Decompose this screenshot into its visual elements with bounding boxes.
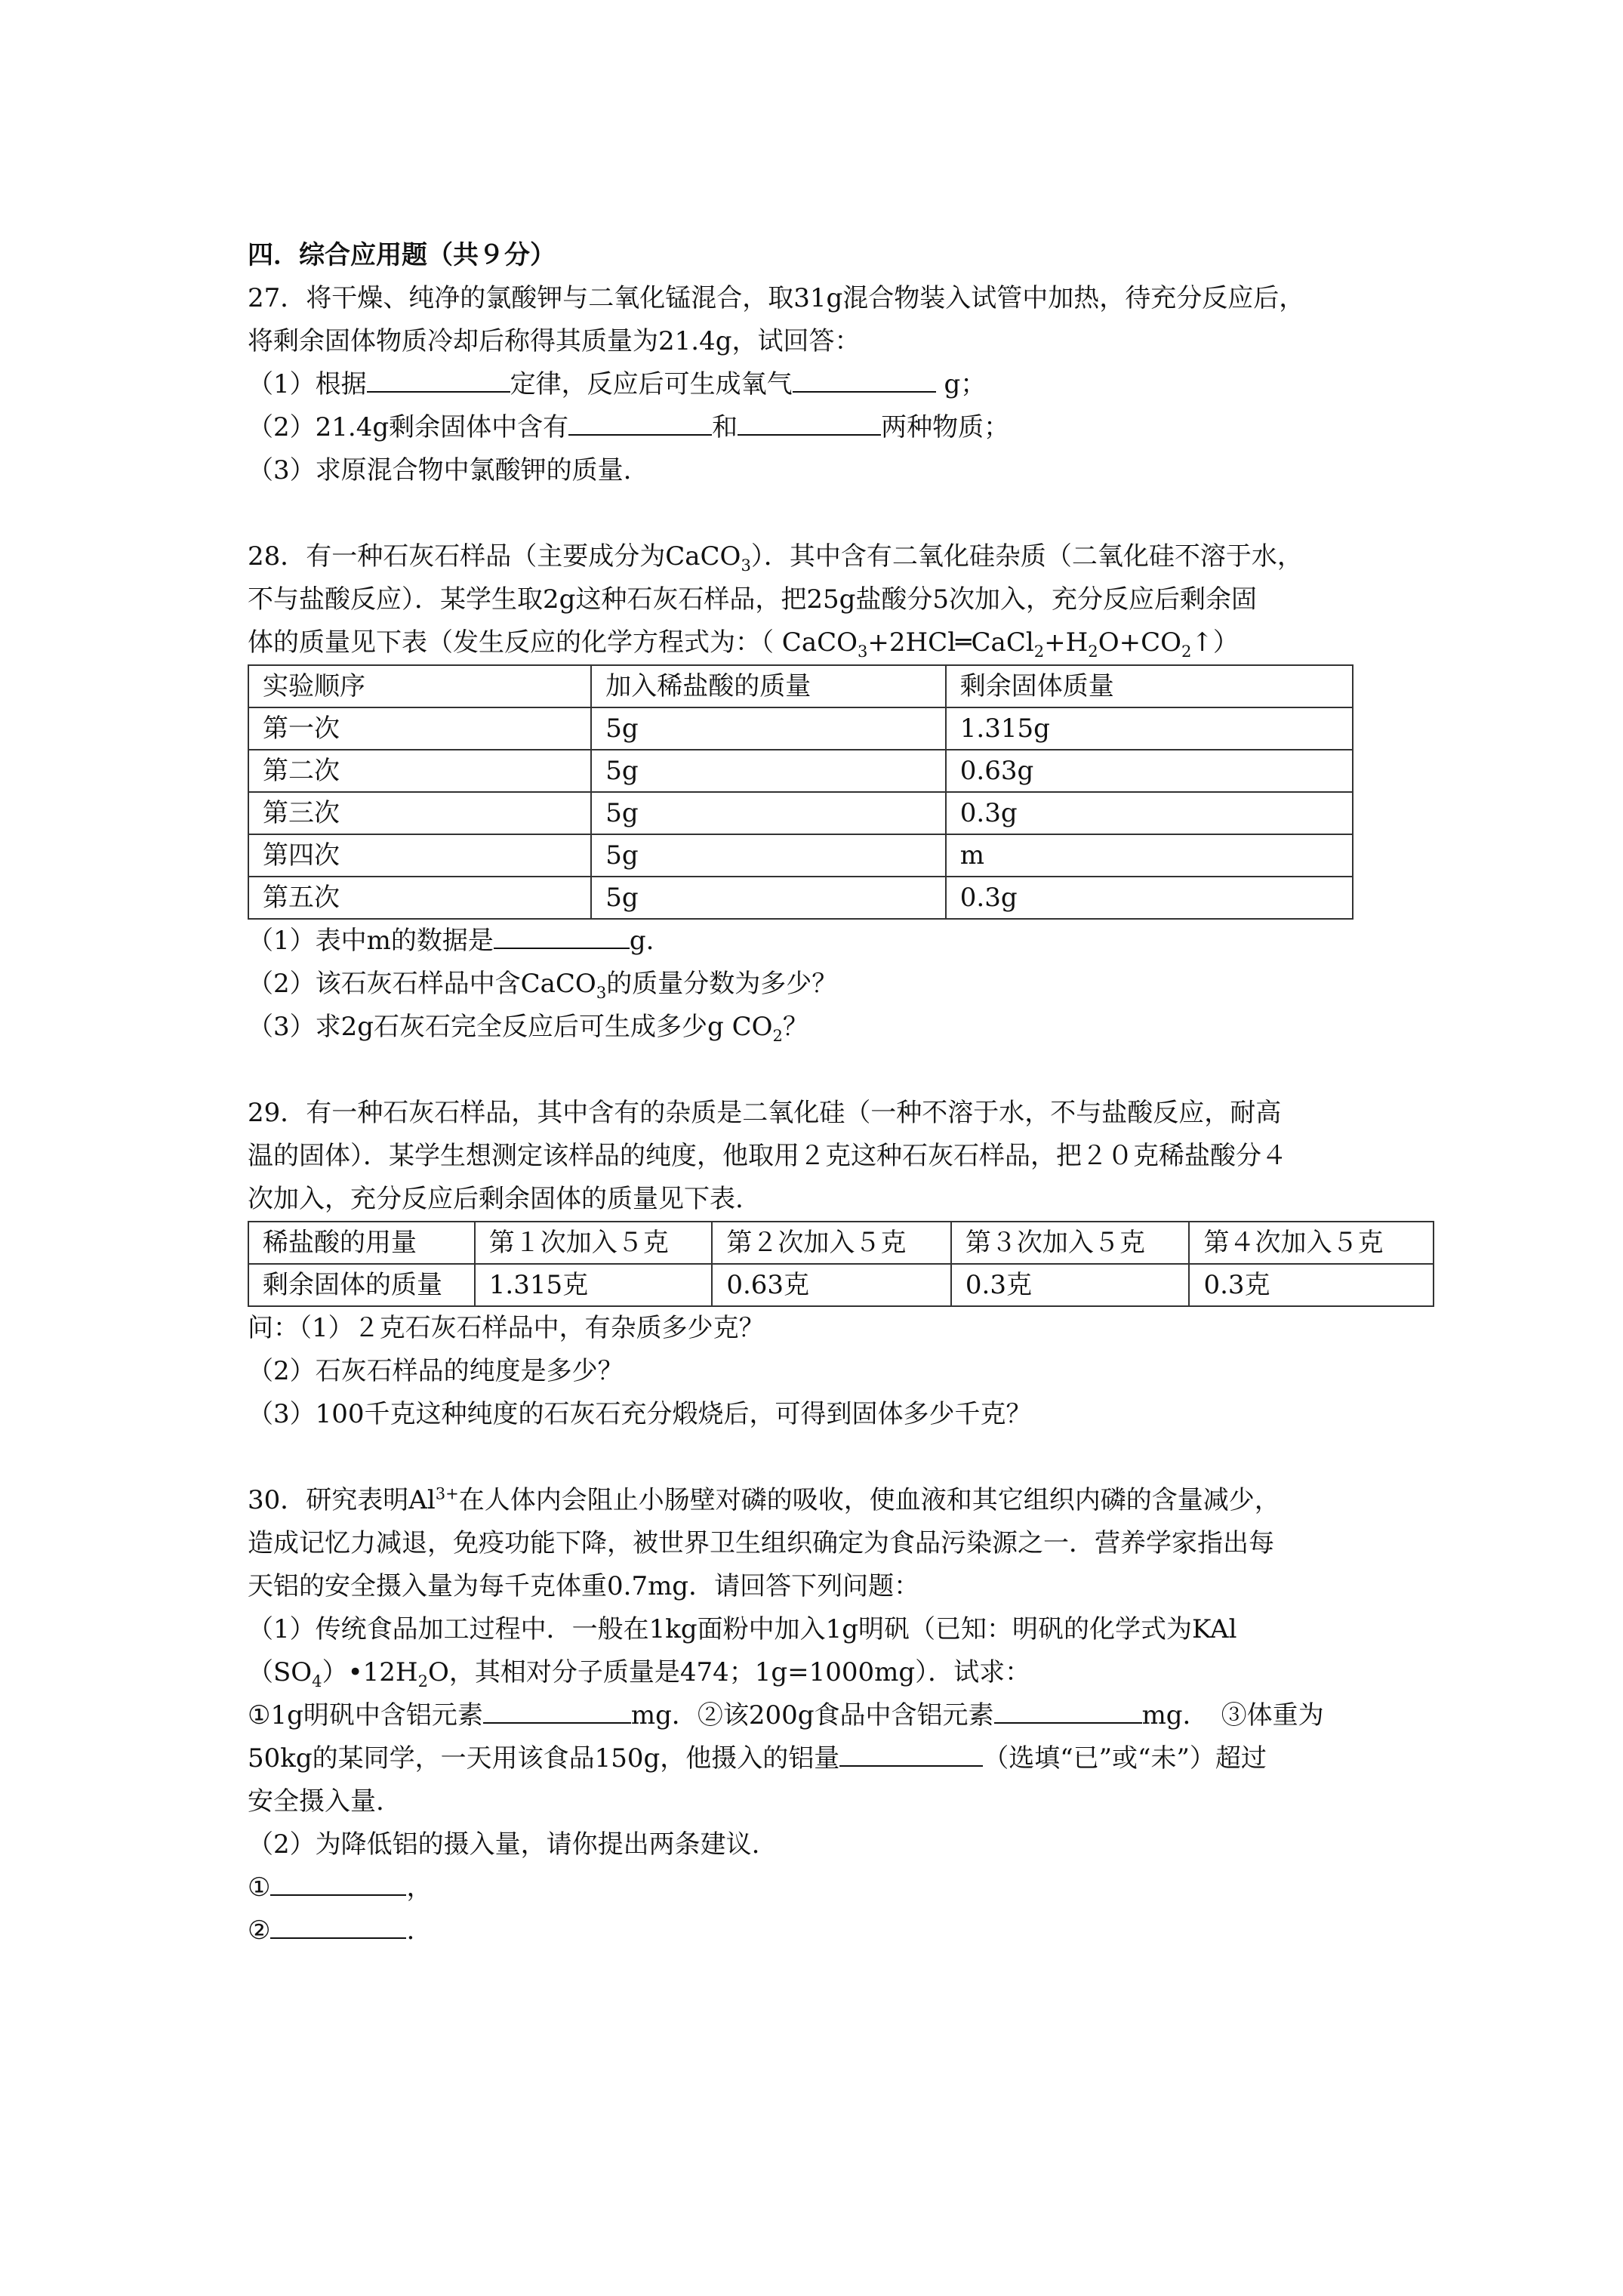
table-cell: 第一次: [248, 707, 591, 750]
table-header-row: [248, 665, 1353, 707]
table-cell: 0.3克: [1189, 1264, 1434, 1306]
answer-blank[interactable]: [494, 923, 630, 949]
q28-stem-text: 28．有一种石灰石样品（主要成分为CaCO: [248, 541, 741, 572]
q30-stem-line-1: [248, 1479, 1425, 1522]
formula-text: ）•12H: [322, 1657, 418, 1687]
q28-p3-text: （3）求2g石灰石完全反应后可生成多少g CO: [248, 1012, 773, 1042]
q30-text: mg．②该200g食品中含铝元素: [630, 1700, 994, 1730]
q28-p3-text: ？: [782, 1012, 808, 1042]
q28-stem-line-2: 不与盐酸反应）．某学生取2g这种石灰石样品，把25g盐酸分5次加入，充分反应后剩余固: [248, 584, 1258, 615]
q30-part-1-line-1: （1）传统食品加工过程中．一般在1kg面粉中加入1g明矾（已知：明矾的化学式为KAl: [248, 1614, 1237, 1644]
answer-blank[interactable]: [568, 410, 712, 436]
circled-number: ①: [248, 1872, 271, 1903]
q30-part-1-line-4: [248, 1737, 1425, 1780]
q30-text: mg． ③体重为: [1141, 1700, 1324, 1730]
subscript: 2: [772, 1025, 783, 1045]
q29-stem-line-2: 温的固体）．某学生想测定该样品的纯度，他取用２克这种石灰石样品，把２０克稀盐酸分４: [248, 1141, 1287, 1171]
table-cell: 5g: [591, 877, 946, 919]
table-cell: 第４次加入５克: [1189, 1222, 1434, 1264]
table-cell: 第五次: [248, 877, 591, 919]
formula-text: （SO: [248, 1657, 313, 1687]
answer-blank[interactable]: [738, 410, 881, 436]
q29-part-2: （2）石灰石样品的纯度是多少？: [248, 1356, 624, 1386]
table-cell: 5g: [591, 792, 946, 834]
equation-text: ↑）: [1191, 627, 1239, 658]
table-cell: m: [946, 834, 1353, 877]
table-cell: 第１次加入５克: [475, 1222, 713, 1264]
q27-p2-text-b: 和: [712, 412, 738, 442]
q29-part-3: （3）100千克这种纯度的石灰石充分煅烧后，可得到固体多少千克？: [248, 1399, 1032, 1429]
table-cell: 5g: [591, 834, 946, 877]
table-header-cell: 加入稀盐酸的质量: [591, 665, 946, 707]
question-29: [248, 1092, 1425, 1436]
table-cell: 第三次: [248, 792, 591, 834]
q30-stem-text: 在人体内会阻止小肠壁对磷的吸收，使血液和其它组织内磷的含量减少，: [458, 1485, 1280, 1515]
table-row: [248, 750, 1353, 792]
table-cell: 剩余固体的质量: [248, 1264, 475, 1306]
table-cell: 0.3g: [946, 792, 1353, 834]
q30-stem-text: 30．研究表明Al: [248, 1485, 436, 1515]
answer-blank[interactable]: [994, 1698, 1142, 1724]
q30-part-1-line-5: 安全摄入量.: [248, 1786, 384, 1817]
table-header-cell: 实验顺序: [248, 665, 591, 707]
q28-data-table: [248, 664, 1354, 920]
table-cell: 1.315克: [475, 1264, 713, 1306]
table-cell: 0.3g: [946, 877, 1353, 919]
q30-stem-line-3: 天铝的安全摄入量为每千克体重0.7mg．请回答下列问题：: [248, 1571, 920, 1601]
table-cell: 第２次加入５克: [712, 1222, 951, 1264]
q27-part-3: （3）求原混合物中氯酸钾的质量.: [248, 455, 632, 485]
q27-stem-line-2: 将剩余固体物质冷却后称得其质量为21.4g，试回答：: [248, 326, 861, 356]
subscript: 2: [1181, 641, 1192, 661]
subscript: 2: [1088, 641, 1098, 661]
q27-p1-text-a: （1）根据: [248, 369, 367, 399]
equation-text: 体的质量见下表（发生反应的化学方程式为：（ CaCO: [248, 627, 858, 658]
q28-p1-text-b: g.: [629, 926, 654, 956]
exam-page: [248, 234, 1425, 1952]
table-row: [248, 1264, 1434, 1306]
q29-data-table: [248, 1221, 1434, 1307]
subscript: 3: [741, 555, 751, 575]
answer-blank[interactable]: [483, 1698, 631, 1724]
q27-stem-line-1: 27．将干燥、纯净的氯酸钾与二氧化锰混合，取31g混合物装入试管中加热，待充分反应后，: [248, 283, 1305, 313]
q30-part-2: （2）为降低铝的摄入量，请你提出两条建议.: [248, 1829, 760, 1860]
formula-text: O，其相对分子质量是474；1g=1000mg）．试求：: [427, 1657, 1031, 1687]
table-cell: 0.63g: [946, 750, 1353, 792]
superscript: 3+: [435, 1484, 459, 1503]
question-30: [248, 1479, 1425, 1952]
q27-p2-text-c: 两种物质；: [881, 412, 1010, 442]
table-row: [248, 707, 1353, 750]
q28-stem-text: ）．其中含有二氧化硅杂质（二氧化硅不溶于水，: [750, 541, 1303, 572]
equation-text: +H: [1044, 627, 1089, 658]
q30-part-1-line-3: [248, 1694, 1425, 1737]
table-cell: 1.315g: [946, 707, 1353, 750]
answer-blank[interactable]: [839, 1741, 983, 1767]
q30-text: （选填“已”或“未”）超过: [983, 1743, 1267, 1774]
q28-part-2: [248, 963, 1425, 1006]
q28-p2-text: 的质量分数为多少？: [606, 969, 838, 999]
punctuation: ，: [406, 1872, 433, 1903]
punctuation: .: [406, 1915, 415, 1946]
q28-p2-text: （2）该石灰石样品中含CaCO: [248, 969, 596, 999]
circled-number: ②: [248, 1915, 271, 1946]
table-cell: 0.3克: [951, 1264, 1190, 1306]
subscript: 3: [857, 641, 868, 661]
q30-suggestion-1: [248, 1866, 1425, 1909]
answer-blank[interactable]: [270, 1870, 406, 1896]
table-row: [248, 877, 1353, 919]
table-row: [248, 834, 1353, 877]
equation-text: +2HCl═CaCl: [867, 627, 1034, 658]
section-title: 四．综合应用题（共９分）: [248, 240, 556, 270]
table-row: [248, 1222, 1434, 1264]
q27-part-2: [248, 406, 1425, 449]
table-cell: 5g: [591, 750, 946, 792]
table-row: [248, 792, 1353, 834]
q28-part-1: [248, 920, 1425, 963]
q28-stem-line-3: [248, 621, 1425, 664]
q30-suggestion-2: [248, 1909, 1425, 1952]
subscript: 3: [596, 982, 607, 1002]
q28-part-3: [248, 1006, 1425, 1049]
q29-stem-line-1: 29．有一种石灰石样品，其中含有的杂质是二氧化硅（一种不溶于水，不与盐酸反应，耐高: [248, 1098, 1282, 1128]
table-header-cell: 剩余固体质量: [946, 665, 1353, 707]
q28-stem-line-1: [248, 535, 1425, 578]
table-cell: 第３次加入５克: [951, 1222, 1190, 1264]
question-28: [248, 535, 1425, 1049]
subscript: 4: [312, 1671, 322, 1690]
q28-p1-text-a: （1）表中m的数据是: [248, 926, 494, 956]
table-cell: 0.63克: [712, 1264, 951, 1306]
q29-part-1: 问：（1）２克石灰石样品中，有杂质多少克？: [248, 1313, 765, 1343]
subscript: 2: [417, 1671, 428, 1690]
q29-stem-line-3: 次加入，充分反应后剩余固体的质量见下表.: [248, 1184, 744, 1214]
q27-p2-text-a: （2）21.4g剩余固体中含有: [248, 412, 569, 442]
answer-blank[interactable]: [270, 1913, 406, 1939]
q27-p1-text-b: 定律，反应后可生成氧气: [510, 369, 793, 399]
q30-part-1-line-2: [248, 1651, 1425, 1694]
question-27: [248, 277, 1425, 492]
q30-text: 50kg的某同学，一天用该食品150g，他摄入的铝量: [248, 1743, 840, 1774]
table-cell: 稀盐酸的用量: [248, 1222, 475, 1264]
q30-text: ①1g明矾中含铝元素: [248, 1700, 483, 1730]
subscript: 2: [1033, 641, 1045, 661]
q27-p1-text-c: g；: [935, 369, 987, 399]
equation-text: O+CO: [1098, 627, 1181, 658]
answer-blank[interactable]: [793, 367, 936, 393]
table-cell: 第四次: [248, 834, 591, 877]
table-cell: 第二次: [248, 750, 591, 792]
answer-blank[interactable]: [367, 367, 510, 393]
q27-part-1: [248, 363, 1425, 406]
q30-stem-line-2: 造成记忆力减退，免疫功能下降，被世界卫生组织确定为食品污染源之一．营养学家指出每: [248, 1528, 1274, 1558]
table-cell: 5g: [591, 707, 946, 750]
